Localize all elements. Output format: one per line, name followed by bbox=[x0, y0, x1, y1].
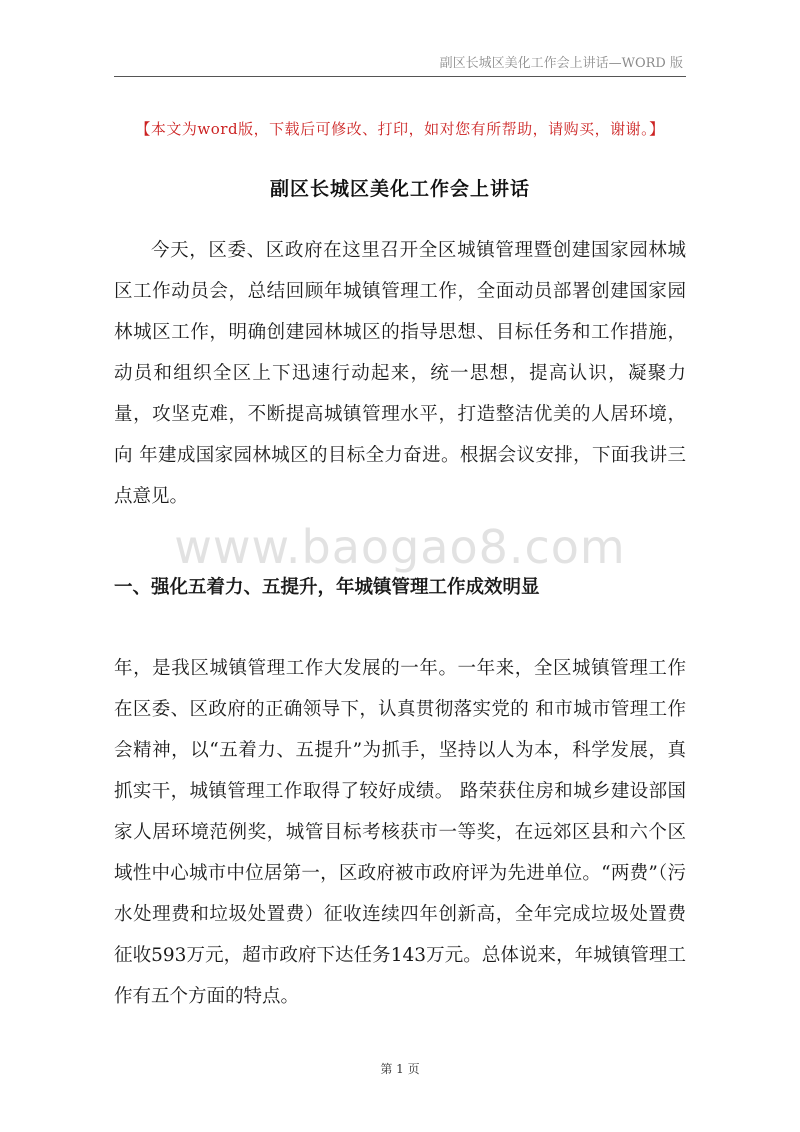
body-paragraph: 年，是我区城镇管理工作大发展的一年。一年来，全区城镇管理工作在区委、区政府的正确领导下，认真贯彻落实党的 和市城市管理工作会精神，以“五着力、五提升”为抓手，坚持以人为本，科学发展，真抓实干，城镇管理工作取得了较好成绩。 路荣获住房和城乡建设部国家人居环境范例奖，城管目标考核获市一等奖，在远郊区县和六个区域性中心城市中位居第一，区政府被市政府评为先进单位。“两费”（污水处理费和垃圾处置费）征收连续四年创新高，全年完成垃圾处置费征收593万元，超市政府下达任务143万元。总体说来，年城镇管理工作有五个方面的特点。 bbox=[114, 658, 686, 1007]
page-number: 第 1 页 bbox=[380, 1062, 420, 1076]
download-notice: 【本文为word版，下载后可修改、打印，如对您有所帮助，请购买，谢谢。】 bbox=[135, 120, 665, 138]
document-title: 副区长城区美化工作会上讲话 bbox=[269, 178, 530, 200]
running-header: 副区长城区美化工作会上讲话—WORD 版 bbox=[439, 56, 683, 71]
header-divider bbox=[114, 76, 686, 77]
section-heading: 一、强化五着力、五提升，年城镇管理工作成效明显 bbox=[114, 577, 540, 598]
watermark: www.baogao8.com bbox=[174, 520, 626, 574]
intro-paragraph: 今天，区委、区政府在这里召开全区城镇管理暨创建国家园林城区工作动员会，总结回顾年城镇管理工作，全面动员部署创建国家园林城区工作，明确创建园林城区的指导思想、目标任务和工作措施，动员和组织全区上下迅速行动起来，统一思想，提高认识，凝聚力量，攻坚克难，不断提高城镇管理水平，打造整洁优美的人居环境，向 年建成国家园林城区的目标全力奋进。根据会议安排，下面我讲三点意见。 bbox=[114, 240, 686, 507]
